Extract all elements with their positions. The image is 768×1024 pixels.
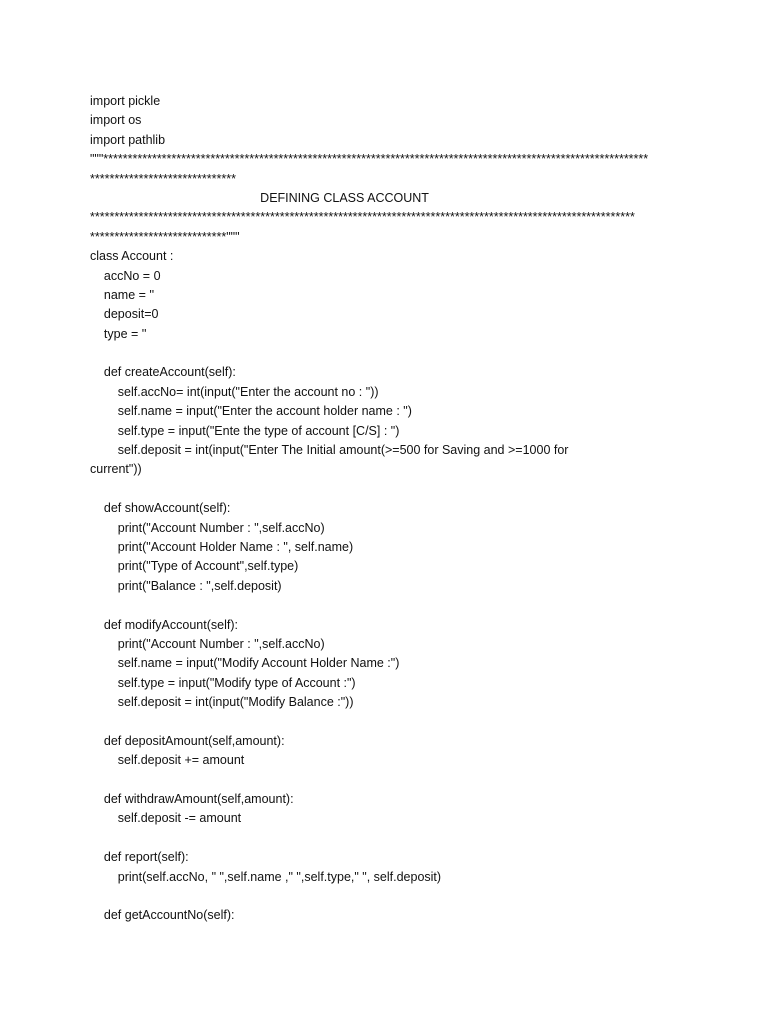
code-line: ****************************************************************************************************************: [90, 210, 635, 225]
code-line: name = '': [90, 287, 155, 302]
code-line: print(self.accNo, " ",self.name ," ",self.type," ", self.deposit): [90, 869, 442, 884]
code-line: accNo = 0: [90, 268, 161, 283]
code-line: import pathlib: [90, 132, 166, 147]
blank-line: [90, 771, 690, 790]
code-line: import pickle: [90, 94, 161, 108]
blank-line: [90, 713, 690, 732]
code-line: deposit=0: [90, 307, 159, 322]
code-line: self.type = input("Ente the type of account [C/S] : "): [90, 423, 400, 438]
code-line: def withdrawAmount(self,amount):: [90, 792, 294, 807]
code-line: def getAccountNo(self):: [90, 908, 235, 923]
blank-line: [90, 344, 690, 363]
code-line: ****************************""": [90, 229, 240, 244]
code-line: self.deposit = int(input("Enter The Initial amount(>=500 for Saving and >=1000 for: [90, 443, 569, 458]
code-line: self.type = input("Modify type of Account :"): [90, 675, 356, 690]
code-block: [90, 92, 690, 926]
code-line: def showAccount(self):: [90, 501, 231, 516]
code-line: ******************************: [90, 171, 236, 186]
code-line: import os: [90, 113, 142, 128]
code-line: def depositAmount(self,amount):: [90, 733, 285, 748]
code-line: self.deposit = int(input("Modify Balance :")): [90, 695, 354, 710]
code-line: self.accNo= int(input("Enter the account no : ")): [90, 384, 379, 399]
code-line: self.name = input("Enter the account holder name : "): [90, 404, 412, 419]
code-line: """****************************************************************************************************************: [90, 152, 649, 167]
code-line: class Account :: [90, 249, 174, 264]
code-line: def modifyAccount(self):: [90, 617, 238, 632]
code-line: self.deposit -= amount: [90, 811, 242, 826]
code-line: current")): [90, 462, 142, 477]
blank-line: [90, 829, 690, 848]
code-line: print("Type of Account",self.type): [90, 559, 299, 574]
section-heading: DEFINING CLASS ACCOUNT: [90, 190, 429, 205]
code-line: def report(self):: [90, 850, 189, 865]
blank-line: [90, 480, 690, 499]
code-line: print("Account Number : ",self.accNo): [90, 636, 325, 651]
code-line: print("Account Number : ",self.accNo): [90, 520, 325, 535]
blank-line: [90, 596, 690, 615]
code-line: self.deposit += amount: [90, 753, 245, 768]
code-line: def createAccount(self):: [90, 365, 236, 380]
code-line: type = '': [90, 326, 147, 341]
code-line: print("Account Holder Name : ", self.name): [90, 539, 354, 554]
code-line: self.name = input("Modify Account Holder Name :"): [90, 656, 400, 671]
code-line: print("Balance : ",self.deposit): [90, 578, 282, 593]
blank-line: [90, 887, 690, 906]
